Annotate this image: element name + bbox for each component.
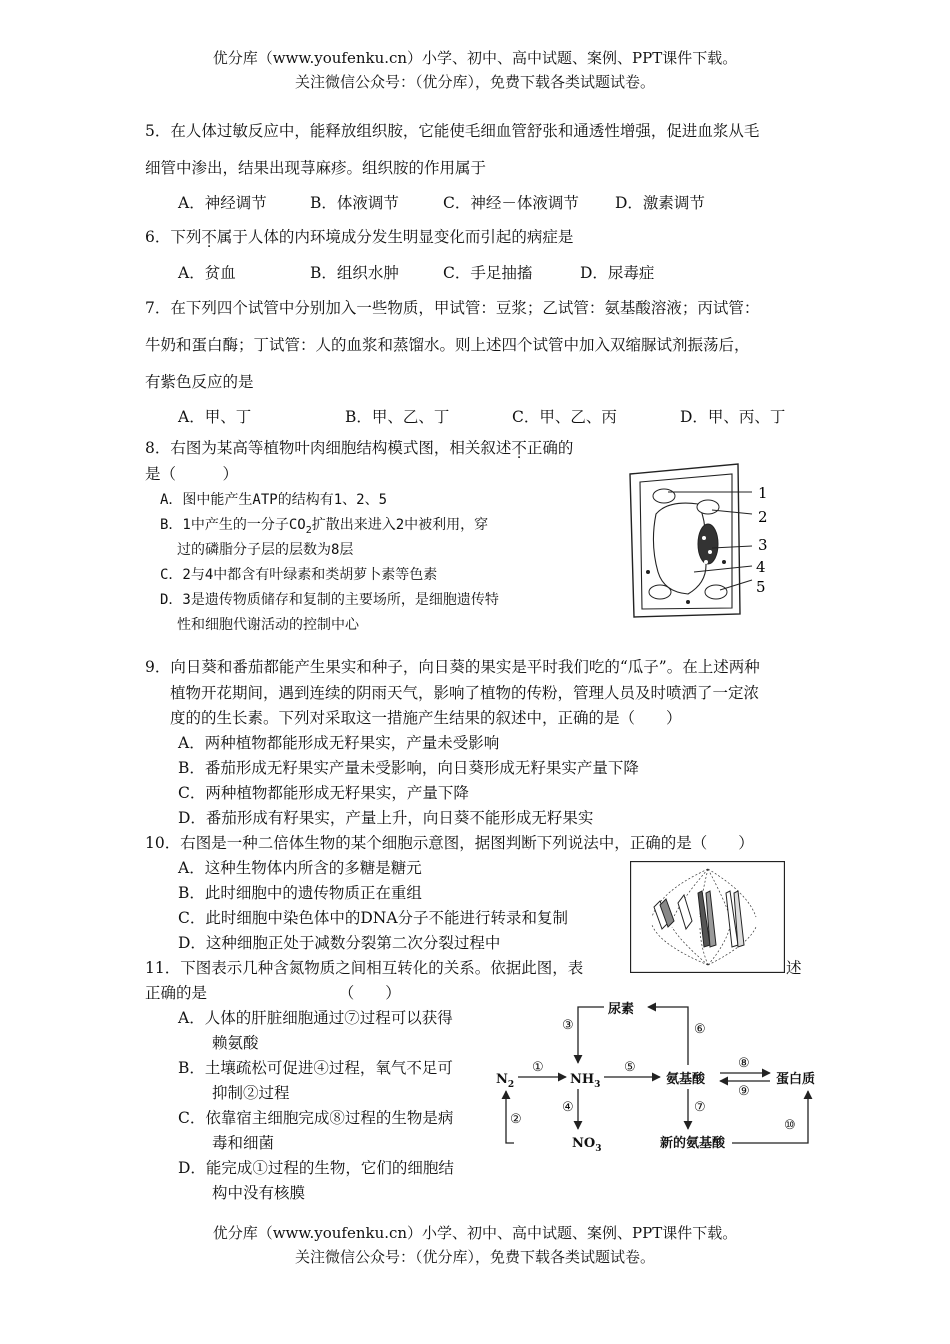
q8-option-b-sub: 2	[305, 524, 312, 536]
q8-stem-post: 正确的	[526, 439, 574, 457]
q8-stem-emphasis: 不	[511, 439, 527, 457]
cell-label-4: 4	[756, 558, 766, 576]
q7-option-c: C．甲、乙、丙	[512, 408, 617, 426]
q10-line-1: 10．右图是一种二倍体生物的某个细胞示意图，据图判断下列说法中，正确的是（ ）	[145, 834, 754, 852]
q10-option-d: D．这种细胞正处于减数分裂第二次分裂过程中	[178, 934, 501, 952]
q11-option-b-line-1: B．土壤疏松可促进④过程，氧气不足可	[178, 1059, 453, 1077]
q6-option-d: D．尿毒症	[580, 264, 655, 282]
q7-option-a: A．甲、丁	[178, 408, 252, 426]
q9-line-3: 度的的生长素。下列对采取这一措施产生结果的叙述中，正确的是（ ）	[170, 709, 682, 727]
q8-stem-pre: 8．右图为某高等植物叶肉细胞结构模式图，相关叙述	[145, 439, 512, 457]
header-line-1: 优分库（www.youfenku.cn）小学、初中、高中试题、案例、PPT课件下载。	[212, 49, 738, 67]
q6-option-a: A．贫血	[178, 264, 236, 282]
node-protein: 蛋白质	[776, 1072, 816, 1087]
q6-option-c: C．手足抽搐	[443, 264, 533, 282]
q11-line-1: 11．下图表示几种含氮物质之间相互转化的关系。依据此图，表	[145, 959, 584, 977]
q5-line-2: 细管中渗出，结果出现荨麻疹。组织胺的作用属于	[145, 159, 487, 177]
q6-stem	[145, 226, 573, 248]
step-label-1: ①	[532, 1060, 544, 1075]
label-line-5	[720, 580, 752, 590]
q11-option-c-line-2: 毒和细菌	[212, 1134, 275, 1152]
node-no3: $NO_3$	[572, 1136, 602, 1153]
step-label-3: ③	[562, 1018, 574, 1033]
step-label-2: ②	[510, 1112, 522, 1127]
q11-line-1-tail: 述	[786, 959, 802, 977]
q5-option-d: D．激素调节	[615, 194, 705, 212]
q11-option-d-line-2: 构中没有核膜	[212, 1184, 306, 1202]
q5-line-1: 5．在人体过敏反应中，能释放组织胺，它能使毛细血管舒张和通透性增强，促进血浆从毛	[145, 122, 760, 140]
q8-option-a: A．图中能产生ATP的结构有1、2、5	[160, 492, 388, 508]
node-urea: 尿素	[608, 1002, 635, 1017]
q8-option-b-post: 扩散出来进入2中被利用，穿	[311, 517, 489, 533]
q10-option-a: A．这种生物体内所含的多糖是糖元	[178, 859, 422, 877]
step-label-10: ⑩	[784, 1118, 796, 1133]
label-line-4	[694, 566, 752, 572]
step-label-7: ⑦	[694, 1100, 706, 1115]
cytoplasm-dot	[686, 600, 690, 604]
header-line-2: 关注微信公众号：（优分库），免费下载各类试题试卷。	[294, 73, 655, 91]
footer-line-2: 关注微信公众号：（优分库），免费下载各类试题试卷。	[294, 1248, 655, 1266]
chloroplast-2	[697, 500, 719, 514]
q8-stem	[145, 437, 573, 459]
chloroplast-1	[653, 489, 675, 503]
q8-option-d-line-1: D．3是遗传物质储存和复制的主要场所，是细胞遗传特	[160, 592, 499, 608]
q7-option-d: D．甲、丙、丁	[680, 408, 786, 426]
step-label-9: ⑨	[738, 1084, 750, 1099]
node-n2: $N_2$	[496, 1072, 515, 1090]
q8-option-d-line-2: 性和细胞代谢活动的控制中心	[177, 617, 359, 633]
q9-option-a: A．两种植物都能形成无籽果实，产量未受影响	[178, 734, 500, 752]
step-label-5: ⑤	[624, 1060, 636, 1075]
q11-option-a-line-1: A．人体的肝脏细胞通过⑦过程可以获得	[178, 1009, 453, 1027]
q8-option-b-pre: B．1中产生的一分子CO	[160, 517, 306, 533]
arrow-3	[578, 1007, 604, 1063]
q9-option-c: C．两种植物都能形成无籽果实，产量下降	[178, 784, 469, 802]
nucleolus-dot	[708, 550, 712, 554]
arrow-6	[648, 1007, 688, 1065]
q11-option-a-line-2: 赖氨酸	[212, 1034, 259, 1052]
q8-line-2: 是（ ）	[145, 465, 239, 483]
q5-option-b: B．体液调节	[310, 194, 399, 212]
cell-label-5: 5	[756, 578, 766, 596]
nucleolus-dot	[702, 536, 706, 540]
chloroplast-4	[705, 585, 727, 599]
cytoplasm-dot	[722, 560, 726, 564]
footer-line-1: 优分库（www.youfenku.cn）小学、初中、高中试题、案例、PPT课件下载。	[212, 1224, 738, 1242]
cell-label-3: 3	[758, 536, 768, 554]
q7-line-1: 7．在下列四个试管中分别加入一些物质，甲试管：豆浆；乙试管：氨基酸溶液；丙试管：	[145, 299, 760, 317]
q6-stem-post: 属于人体的内环境成分发生明显变化而引起的病症是	[216, 228, 574, 246]
cell-division-figure	[630, 861, 785, 973]
node-amino-acid: 氨基酸	[666, 1072, 706, 1087]
q5-option-a: A．神经调节	[178, 194, 267, 212]
plant-cell-figure	[628, 462, 788, 622]
q9-option-d: D．番茄形成有籽果实，产量上升，向日葵不能形成无籽果实	[178, 809, 594, 827]
node-new-amino-acid: 新的氨基酸	[660, 1136, 726, 1151]
nitrogen-conversion-diagram	[492, 993, 832, 1153]
q9-line-2: 植物开花期间，遇到连续的阴雨天气，影响了植物的传粉，管理人员及时喷洒了一定浓	[170, 684, 760, 702]
nucleus	[698, 524, 718, 564]
node-nh3: $NH_3$	[570, 1072, 601, 1090]
cell-label-1: 1	[758, 484, 768, 502]
q6-stem-emphasis: 不	[201, 228, 217, 246]
q10-option-c: C．此时细胞中染色体中的DNA分子不能进行转录和复制	[178, 909, 569, 927]
chloroplast-3	[649, 585, 671, 599]
step-label-6: ⑥	[694, 1022, 706, 1037]
q7-option-b: B．甲、乙、丁	[345, 408, 450, 426]
q6-stem-pre: 6．下列	[145, 228, 202, 246]
q9-option-b: B．番茄形成无籽果实产量未受影响，向日葵形成无籽果实产量下降	[178, 759, 639, 777]
q9-line-1: 9．向日葵和番茄都能产生果实和种子，向日葵的果实是平时我们吃的“瓜子”。在上述两种	[145, 658, 760, 676]
q8-option-b-line-2: 过的磷脂分子层的层数为8层	[177, 542, 354, 558]
step-label-8: ⑧	[738, 1056, 750, 1071]
q11-option-c-line-1: C．依靠宿主细胞完成⑧过程的生物是病	[178, 1109, 454, 1127]
q6-option-b: B．组织水肿	[310, 264, 399, 282]
cytoplasm-dot	[646, 570, 650, 574]
cell-label-2: 2	[758, 508, 768, 526]
q10-option-b: B．此时细胞中的遗传物质正在重组	[178, 884, 422, 902]
q11-line-2: 正确的是 （ ）	[145, 984, 401, 1002]
q8-option-b-line-1	[160, 514, 488, 542]
q11-option-b-line-2: 抑制②过程	[212, 1084, 290, 1102]
q7-line-3: 有紫色反应的是	[145, 373, 254, 391]
step-label-4: ④	[562, 1100, 574, 1115]
q8-option-c: C．2与4中都含有叶绿素和类胡萝卜素等色素	[160, 567, 438, 583]
nucleolus-dot	[704, 560, 708, 564]
q5-option-c: C．神经－体液调节	[443, 194, 579, 212]
q7-line-2: 牛奶和蛋白酶；丁试管：人的血浆和蒸馏水。则上述四个试管中加入双缩脲试剂振荡后，	[145, 336, 750, 354]
q11-option-d-line-1: D．能完成①过程的生物，它们的细胞结	[178, 1159, 454, 1177]
